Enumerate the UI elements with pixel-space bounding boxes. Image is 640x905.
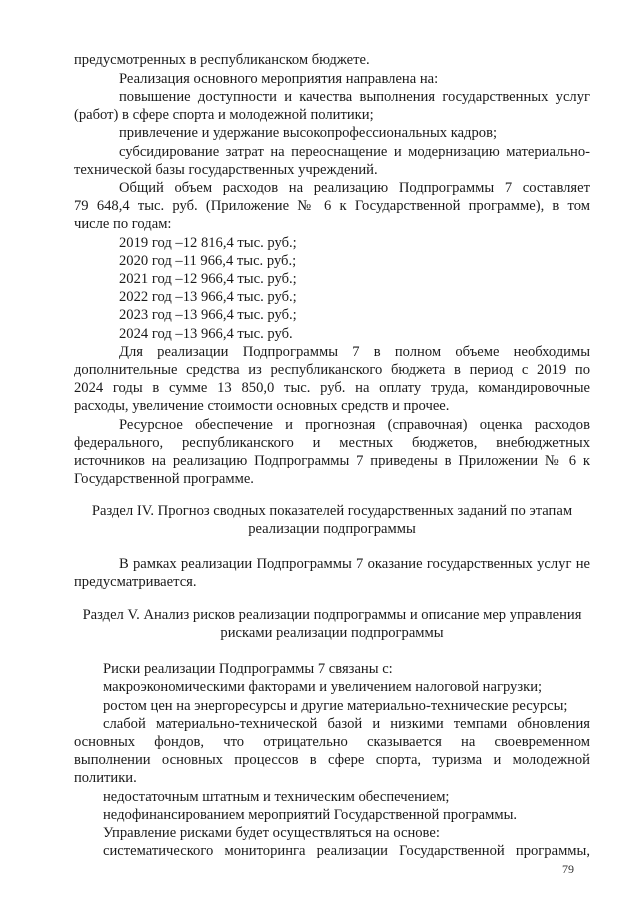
text-line: ростом цен на энергоресурсы и другие материально-технические ресурсы; (103, 698, 568, 714)
text-line: слабой материально-технической базой и низкими темпами обновления (103, 716, 590, 732)
text-line: технической базы государственных учреждений. (74, 162, 378, 178)
text-line: макроэкономическими факторами и увеличением налоговой нагрузки; (103, 679, 543, 695)
year-line: 2023 год –13 966,4 тыс. руб.; (119, 307, 297, 323)
section-heading: рисками реализации подпрограммы (220, 625, 444, 641)
text-line: источников на реализацию Подпрограммы 7 приведены в Приложении № 6 к (74, 453, 590, 469)
text-line: Государственной программе. (74, 471, 254, 487)
text-line: В рамках реализации Подпрограммы 7 оказание государственных услуг не (119, 556, 590, 572)
year-line: 2020 год –11 966,4 тыс. руб.; (119, 253, 297, 269)
text-line: предусматривается. (74, 574, 197, 590)
text-line: 2024 годы в сумме 13 850,0 тыс. руб. на оплату труда, командировочные (74, 380, 590, 396)
text-line: (работ) в сфере спорта и молодежной политики; (74, 107, 374, 123)
text-line: федерального, республиканского и местных бюджетов, внебюджетных (74, 435, 590, 451)
text-line: Риски реализации Подпрограммы 7 связаны с: (103, 661, 393, 677)
year-line: 2019 год –12 816,4 тыс. руб.; (119, 235, 297, 251)
text-line: Для реализации Подпрограммы 7 в полном объеме необходимы (119, 344, 590, 360)
text-line: 79 648,4 тыс. руб. (Приложение № 6 к Государственной программе), в том (74, 198, 590, 214)
text-line: выполнении основных процессов в сфере спорта, туризма и молодежной (74, 752, 590, 768)
text-line: Реализация основного мероприятия направлена на: (119, 71, 439, 87)
text-line: дополнительные средства из республиканского бюджета в период с 2019 по (74, 362, 590, 378)
text-line: числе по годам: (74, 216, 172, 232)
text-line: повышение доступности и качества выполнения государственных услуг (119, 89, 590, 105)
text-line: основных фондов, что отрицательно сказывается на своевременном (74, 734, 590, 750)
text-line: недофинансированием мероприятий Государственной программы. (103, 807, 518, 823)
text-line: политики. (74, 770, 137, 786)
section-heading: Раздел V. Анализ рисков реализации подпрограммы и описание мер управления (82, 607, 582, 623)
text-line: Управление рисками будет осуществляться на основе: (103, 825, 440, 841)
text-line: привлечение и удержание высокопрофессиональных кадров; (119, 125, 498, 141)
text-line: Ресурсное обеспечение и прогнозная (справочная) оценка расходов (119, 417, 590, 433)
year-line: 2024 год –13 966,4 тыс. руб. (119, 326, 293, 342)
section-heading: Раздел IV. Прогноз сводных показателей государственных заданий по этапам (91, 503, 573, 519)
text-line: предусмотренных в республиканском бюджете. (74, 52, 370, 68)
year-line: 2021 год –12 966,4 тыс. руб.; (119, 271, 297, 287)
text-line: систематического мониторинга реализации Государственной программы, (103, 843, 590, 859)
page-number: 79 (562, 862, 574, 876)
year-line: 2022 год –13 966,4 тыс. руб.; (119, 289, 297, 305)
section-heading: реализации подпрограммы (248, 521, 416, 537)
text-line: Общий объем расходов на реализацию Подпрограммы 7 составляет (119, 180, 590, 196)
text-line: недостаточным штатным и техническим обеспечением; (103, 789, 450, 805)
text-line: субсидирование затрат на переоснащение и модернизацию материально- (119, 144, 590, 160)
text-line: расходы, увеличение стоимости основных средств и прочее. (74, 398, 450, 414)
